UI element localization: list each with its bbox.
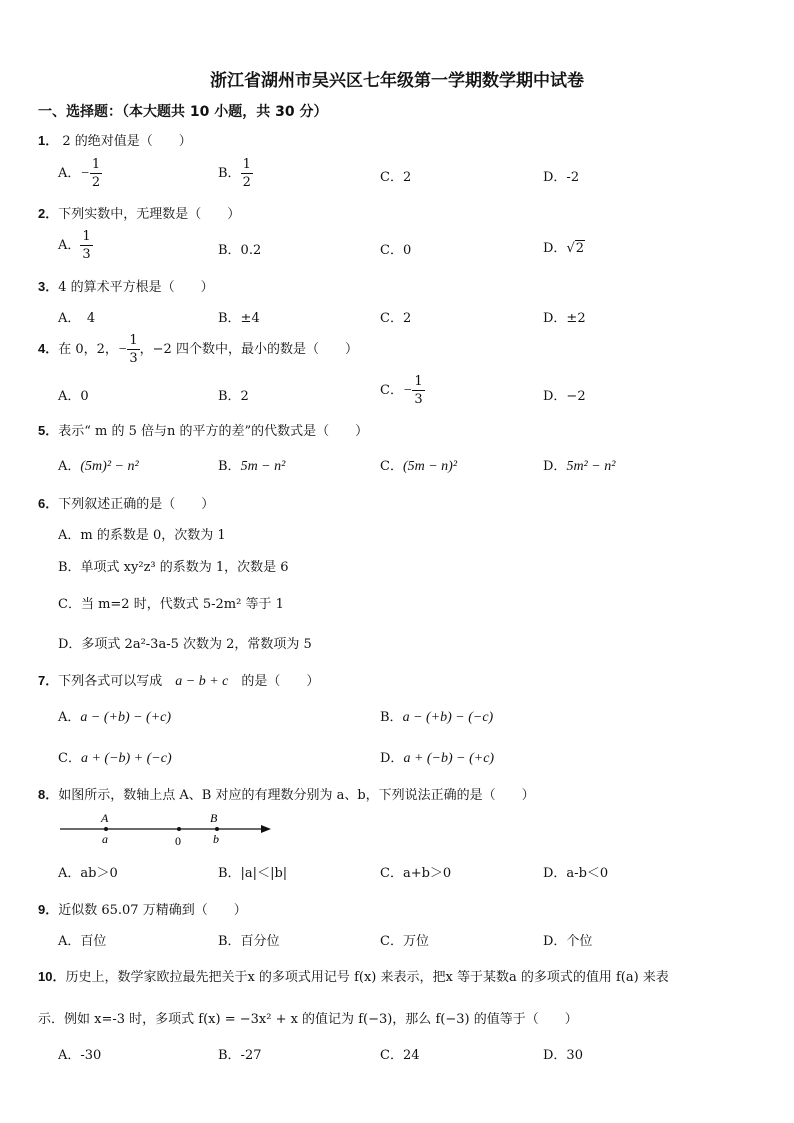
q2-option-a	[58, 230, 93, 261]
q7-option-b	[380, 706, 493, 726]
question-number: 5．	[38, 423, 59, 438]
zero-dot	[177, 827, 181, 831]
expression: a − (+b) − (−c)	[402, 710, 494, 725]
fraction	[412, 375, 424, 406]
question-number: 1．	[38, 133, 59, 148]
q7-option-d	[380, 747, 494, 767]
expression: a − b + c	[175, 674, 229, 689]
option-label: B．	[380, 710, 403, 725]
number-line-diagram	[55, 808, 285, 852]
question-number: 3．	[38, 279, 59, 294]
question-10-line-2: 示．例如 x=-3 时，多项式 f(x) = −3x² + x 的值记为 f(−3)，那么 f(−3) 的值等于（ ）	[38, 1012, 578, 1027]
q2-option-d	[543, 237, 585, 256]
question-2	[38, 203, 240, 222]
option-label: A．	[58, 459, 81, 474]
q2-option-c: C．0	[380, 243, 412, 258]
q4-option-a: A．0	[58, 389, 89, 404]
q8-option-d: D．a-b＜0	[543, 866, 609, 881]
denominator: 3	[82, 247, 91, 262]
numerator: 1	[129, 333, 138, 348]
option-label: C．	[380, 459, 403, 474]
q7-option-a	[58, 706, 171, 726]
option-label: D．	[380, 751, 404, 766]
expression: 5m² − n²	[566, 459, 616, 474]
point-b-label: B	[210, 811, 218, 825]
q4-option-b: B．2	[218, 389, 249, 404]
fraction	[80, 230, 92, 261]
option-label: C．	[58, 751, 81, 766]
point-a-dot	[104, 827, 108, 831]
q9-option-b: B．百分位	[218, 934, 280, 949]
option-label: C．	[380, 383, 403, 398]
numerator: 1	[91, 157, 101, 172]
q10-option-d: D．30	[543, 1048, 583, 1063]
point-b-value: b	[213, 832, 219, 846]
numerator: 1	[82, 229, 91, 244]
question-9	[38, 899, 247, 918]
question-text-post: ，−2 四个数中，最小的数是（ ）	[139, 342, 358, 357]
q9-option-c: C．万位	[380, 934, 429, 949]
question-text: 历史上，数学家欧拉最先把关于x 的多项式用记号 f(x) 来表示，把x 等于某数a 的多项式的值用 f(a) 来表	[65, 970, 669, 985]
q10-option-c: C．24	[380, 1048, 420, 1063]
question-number: 7．	[38, 673, 59, 688]
expression: 5m − n²	[240, 459, 286, 474]
q3-option-d: D．±2	[543, 311, 586, 326]
q9-option-a: A．百位	[58, 934, 107, 949]
expression: a + (−b) + (−c)	[80, 751, 172, 766]
q7-option-c	[58, 747, 172, 767]
question-text: 下列叙述正确的是（ ）	[58, 497, 215, 512]
question-5	[38, 420, 368, 439]
question-text: 4 的算术平方根是（ ）	[58, 280, 214, 295]
question-number: 8．	[38, 787, 59, 802]
radicand: 2	[575, 241, 585, 256]
q2-option-b: B．0.2	[218, 243, 262, 258]
question-number: 6．	[38, 496, 59, 511]
q6-option-c: C．当 m=2 时，代数式 5-2m² 等于 1	[58, 597, 284, 612]
question-text: 下列实数中，无理数是（ ）	[58, 207, 241, 222]
q9-option-d: D．个位	[543, 934, 593, 949]
q8-option-b: B．|a|＜|b|	[218, 866, 288, 881]
q8-option-c: C．a+b＞0	[380, 866, 452, 881]
question-text: 表示“ m 的 5 倍与n 的平方的差”的代数式是（ ）	[58, 424, 369, 439]
option-label: D．	[543, 459, 567, 474]
denominator: 2	[91, 175, 101, 190]
question-text: 2 的绝对值是（ ）	[58, 134, 192, 149]
q10-option-b: B．-27	[218, 1048, 262, 1063]
q6-option-b: B．单项式 xy²z³ 的系数为 1，次数是 6	[58, 560, 289, 575]
point-a-label: A	[101, 811, 109, 825]
q3-option-a: A． 4	[58, 311, 96, 326]
expression: (5m − n)²	[402, 459, 458, 474]
question-7	[38, 670, 319, 690]
q5-option-d	[543, 455, 615, 475]
question-number: 9．	[38, 902, 59, 917]
expression: (5m)² − n²	[80, 459, 139, 474]
q10-option-a: A．-30	[58, 1048, 102, 1063]
q6-option-a: A．m 的系数是 0，次数为 1	[58, 528, 226, 543]
question-number: 4．	[38, 341, 59, 356]
option-label: A．	[58, 238, 81, 253]
option-label: A．	[58, 166, 81, 181]
question-number: 10．	[38, 969, 66, 984]
q1-option-a	[58, 158, 102, 189]
fraction	[127, 334, 139, 365]
section-heading: 一、选择题：（本大题共 10 小题，共 30 分）	[38, 104, 328, 120]
fraction	[90, 158, 102, 189]
option-label: B．	[218, 166, 241, 181]
q5-option-b	[218, 455, 285, 475]
point-a-value: a	[102, 832, 108, 846]
denominator: 3	[414, 392, 423, 407]
question-4	[38, 334, 358, 365]
page-title: 浙江省湖州市吴兴区七年级第一学期数学期中试卷	[210, 71, 584, 91]
q4-option-d: D．−2	[543, 389, 586, 404]
minus-sign: −	[117, 342, 128, 357]
expression: a + (−b) − (+c)	[403, 751, 495, 766]
q4-option-c	[380, 375, 425, 406]
point-b-dot	[215, 827, 219, 831]
q3-option-b: B．±4	[218, 311, 260, 326]
q6-option-d: D．多项式 2a²-3a-5 次数为 2，常数项为 5	[58, 637, 312, 652]
question-number: 2．	[38, 206, 59, 221]
numerator: 1	[242, 157, 251, 172]
question-8	[38, 784, 535, 803]
expression: a − (+b) − (+c)	[80, 710, 172, 725]
q1-option-d: D．-2	[543, 170, 580, 185]
question-text: 近似数 65.07 万精确到（ ）	[58, 903, 247, 918]
q1-option-b	[218, 158, 253, 189]
question-10-line-1	[38, 966, 669, 985]
question-text: 如图所示，数轴上点 A、B 对应的有理数分别为 a、b，下列说法正确的是（ ）	[58, 788, 535, 803]
arrow-icon	[261, 825, 271, 833]
question-6	[38, 493, 214, 512]
minus-sign: −	[80, 166, 90, 181]
q3-option-c: C．2	[380, 311, 412, 326]
minus-sign: −	[402, 383, 413, 398]
q5-option-a	[58, 455, 139, 475]
option-label: B．	[218, 459, 241, 474]
square-root: √2	[566, 241, 585, 256]
question-text-post: 的是（ ）	[241, 674, 320, 689]
numerator: 1	[414, 374, 423, 389]
question-1	[38, 130, 192, 149]
q5-option-c	[380, 455, 457, 475]
question-3	[38, 276, 214, 295]
q8-option-a: A．ab＞0	[58, 866, 118, 881]
denominator: 2	[242, 175, 251, 190]
fraction	[241, 158, 253, 189]
q1-option-c: C．2	[380, 170, 412, 185]
option-label: A．	[58, 710, 81, 725]
question-text-pre: 在 0，2，	[58, 342, 118, 357]
denominator: 3	[129, 351, 138, 366]
option-label: D．	[543, 241, 567, 256]
question-text-pre: 下列各式可以写成	[58, 674, 163, 689]
zero-label: 0	[175, 834, 181, 848]
